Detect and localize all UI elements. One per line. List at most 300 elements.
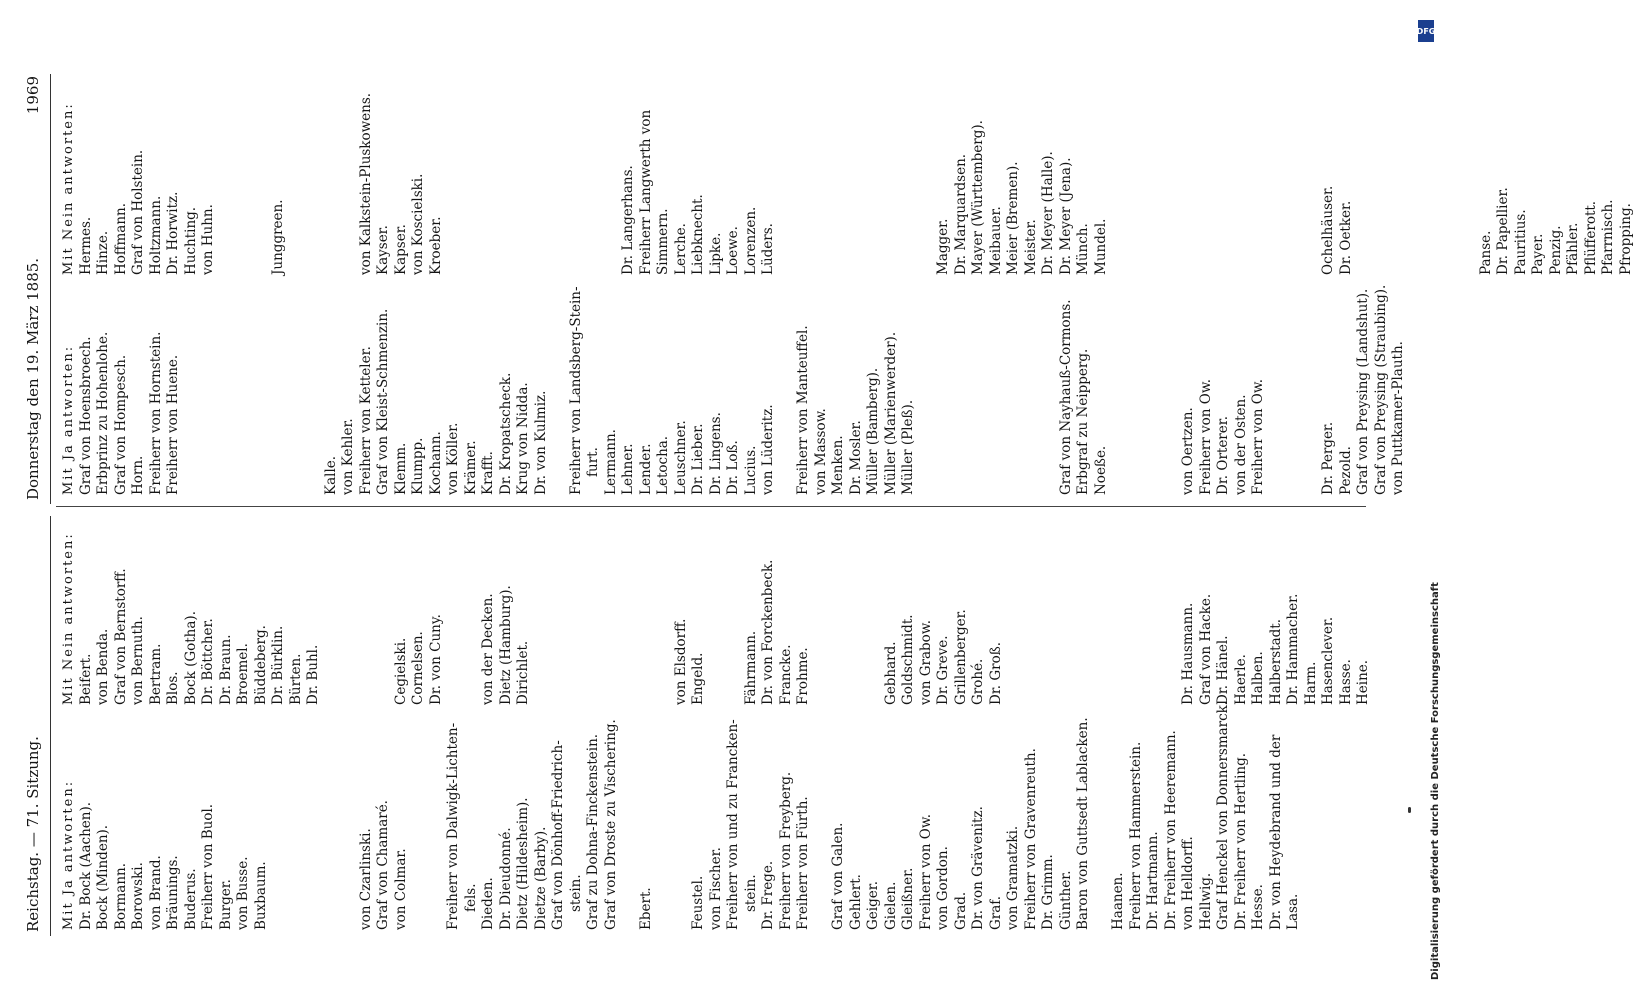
name-entry: [865, 532, 883, 705]
name-entry: von der Osten.: [1232, 394, 1249, 495]
header-middle: Donnerstag den 19. März 1885.: [24, 257, 42, 500]
name-entry: Mayer (Württemberg).: [970, 120, 986, 275]
page-header: [20, 70, 48, 940]
dfg-logo: DFG: [1418, 20, 1434, 42]
name-entry: Dirichlet.: [515, 640, 531, 705]
name-entry: Lipke.: [707, 232, 724, 275]
name-entry: Leuschner.: [672, 420, 689, 495]
name-entry: Dietz (Hildesheim).: [515, 797, 531, 930]
name-entry: von Helldorff.: [1180, 836, 1196, 930]
page-number: 1969: [24, 76, 42, 115]
name-entry: Dr. Perger.: [1320, 421, 1336, 495]
name-entry: Lender.: [637, 443, 654, 495]
name-entry: von Colmar.: [392, 848, 409, 930]
column-ja-2: [60, 285, 1408, 495]
name-entry: [305, 701, 323, 930]
name-entry: Dr. Böttcher.: [200, 618, 216, 705]
name-entry: Dr. Lieber.: [690, 423, 706, 495]
name-entry: [1058, 532, 1076, 705]
name-entry: Dr. Horwitz.: [165, 191, 181, 275]
name-entry: von Elsdorff.: [672, 618, 689, 705]
name-entry: Freiherr von Hammerstein.: [1127, 741, 1144, 930]
name-entry: [813, 93, 831, 275]
name-entry: Dr. Oetker.: [1337, 200, 1354, 275]
name-entry: [410, 701, 428, 930]
name-entry: [463, 93, 481, 275]
name-entry: [795, 93, 813, 275]
name-entry: [1145, 532, 1163, 705]
name-entry: Freiherr von Dalwigk-Lichten-: [445, 722, 461, 930]
name-entry: [1285, 285, 1303, 495]
name-entry: Dr. von Grävenitz.: [970, 806, 986, 930]
name-entry: Hellwig.: [1197, 872, 1214, 930]
column-heading: Mit Ja antworten:: [61, 344, 76, 495]
name-entry: [1373, 93, 1391, 275]
name-entry: [340, 93, 358, 275]
name-entry: Dr. Kropatscheck.: [497, 372, 514, 495]
name-entry: [725, 532, 743, 705]
name-entry: [1093, 701, 1111, 930]
header-rule-left: [50, 516, 51, 936]
name-entry: Heine.: [1355, 659, 1371, 705]
name-entry: [1250, 93, 1268, 275]
name-entry: furt.: [585, 447, 601, 477]
name-entry: von Kehler.: [340, 418, 356, 495]
name-entry: Dr. Hausmann.: [1180, 602, 1196, 705]
name-entry: stein.: [742, 874, 759, 912]
name-entry: [865, 93, 883, 275]
column-ja-1: [60, 701, 1303, 930]
name-entry: [200, 285, 218, 495]
name-entry: Lermann.: [602, 429, 619, 495]
name-entry: Dr. Frege.: [760, 860, 776, 930]
name-entry: Freiherr von Ow.: [1250, 378, 1266, 495]
name-entry: Huchting.: [182, 206, 199, 275]
name-entry: Büddeberg.: [252, 625, 269, 705]
name-entry: von Köller.: [445, 422, 461, 495]
name-entry: [498, 93, 516, 275]
name-entry: Dr. Hartmann.: [1145, 831, 1161, 930]
name-entry: Halberstadt.: [1267, 619, 1284, 705]
name-entry: von Benda.: [95, 628, 111, 705]
name-entry: [253, 93, 271, 275]
name-entry: von der Decken.: [480, 593, 496, 705]
name-entry: [813, 532, 831, 705]
name-entry: [603, 93, 621, 275]
name-entry: [1093, 532, 1111, 705]
name-entry: fels.: [462, 883, 479, 912]
name-entry: von Busse.: [235, 856, 251, 930]
name-entry: von Massow.: [812, 408, 829, 495]
name-entry: Freiherr von Freyberg.: [777, 771, 794, 930]
name-entry: [1163, 532, 1181, 705]
name-entry: [1215, 93, 1233, 275]
name-entry: [620, 701, 638, 930]
name-entry: Dr. Bock (Aachen).: [77, 801, 94, 930]
name-entry: Grohé.: [970, 658, 986, 705]
name-entry: [445, 532, 463, 705]
name-entry: Ochelhäuser.: [1320, 185, 1336, 275]
name-entry: Broemel.: [235, 643, 251, 705]
name-entry: [603, 532, 621, 705]
name-entry: Bock (Gotha).: [182, 611, 199, 705]
name-entry: Freiherr von Landsberg-Stein-: [567, 286, 584, 495]
name-entry: [533, 93, 551, 275]
name-entry: [1040, 285, 1058, 495]
side-credit-text: Digitalisierung gefördert durch die Deutsche Forschungsgemeinschaft: [1430, 582, 1441, 980]
name-entry: Pfarrnisch.: [1600, 199, 1616, 275]
name-entry: von Bernuth.: [130, 616, 146, 705]
name-entry: Dieden.: [480, 877, 496, 930]
name-entry: [1110, 93, 1128, 275]
name-entry: [1128, 532, 1146, 705]
name-entry: Hasse.: [1337, 659, 1354, 705]
name-entry: Bock (Minden).: [95, 824, 111, 930]
name-entry: Dr. Bürklin.: [270, 625, 286, 705]
name-entry: Krämer.: [462, 440, 479, 495]
name-entry: Grillenberger.: [952, 609, 969, 705]
name-entry: Penzig.: [1547, 225, 1564, 275]
name-entry: Panse.: [1477, 230, 1494, 275]
column-nein-1: [60, 532, 1373, 705]
name-entry: [323, 701, 341, 930]
name-entry: Münch.: [1075, 223, 1091, 275]
name-entry: Hinze.: [95, 230, 111, 275]
name-entry: [585, 93, 603, 275]
name-entry: Cegielski.: [392, 637, 409, 705]
name-entry: Cornelsen.: [410, 631, 426, 705]
name-entry: Freiherr Langwerth von: [637, 109, 654, 275]
name-entry: Buderus.: [182, 868, 199, 930]
name-entry: [218, 285, 236, 495]
name-entry: Blos.: [165, 671, 181, 705]
name-entry: Freiherr von Fürth.: [795, 796, 811, 930]
name-entry: [550, 532, 568, 705]
name-entry: Dr. Freiherr von Hertling.: [1232, 752, 1249, 930]
name-entry: Magger.: [935, 218, 951, 275]
name-entry: [323, 532, 341, 705]
name-entry: Freiherr von Manteuffel.: [795, 325, 811, 495]
name-entry: Kroeber.: [427, 216, 444, 275]
name-entry: Frohme.: [795, 647, 811, 705]
name-entry: Kapser.: [392, 224, 409, 275]
name-entry: [883, 93, 901, 275]
name-entry: [1163, 285, 1181, 495]
name-entry: Klumpp.: [410, 437, 426, 495]
name-entry: [1128, 93, 1146, 275]
name-entry: Hermes.: [77, 216, 94, 275]
name-entry: Graf Henckel von Donnersmarck.: [1215, 700, 1231, 930]
name-entry: Graf von Droste zu Vischering.: [602, 719, 619, 930]
name-entry: Graf von Hoensbroech.: [77, 336, 94, 495]
name-entry: Dr. Buhl.: [305, 644, 321, 705]
name-entry: Freiherr von Huene.: [165, 354, 181, 495]
name-entry: [1128, 285, 1146, 495]
name-entry: [323, 93, 341, 275]
name-entry: von Grabow.: [917, 619, 934, 705]
name-entry: [568, 532, 586, 705]
name-entry: Lucius.: [742, 445, 759, 495]
name-entry: [515, 93, 533, 275]
name-entry: Freiherr von Buol.: [200, 803, 216, 930]
side-credit: [1416, 20, 1441, 980]
name-entry: [533, 532, 551, 705]
name-entry: Krug von Nidda.: [515, 382, 531, 495]
name-entry: [1110, 532, 1128, 705]
name-entry: [1460, 93, 1478, 275]
name-entry: [585, 532, 603, 705]
name-entry: Graf von Hacke.: [1197, 593, 1214, 705]
name-entry: [568, 93, 586, 275]
name-entry: von Gordon.: [935, 846, 951, 930]
name-entry: Letocha.: [655, 435, 671, 495]
name-entry: Bürten.: [287, 653, 304, 705]
name-entry: Freiherr von Gravenreuth.: [1022, 748, 1039, 930]
name-entry: Payer.: [1530, 233, 1546, 275]
name-entry: [620, 532, 638, 705]
name-entry: Goldschmidt.: [900, 614, 916, 705]
name-entry: Lerche.: [672, 223, 689, 275]
name-entry: Müller (Bamberg).: [865, 367, 881, 495]
name-entry: [778, 93, 796, 275]
name-entry: [480, 93, 498, 275]
name-entry: Freiherr von und zu Francken-: [725, 719, 741, 930]
name-entry: [708, 532, 726, 705]
name-entry: Dr. Lingens.: [707, 412, 724, 495]
name-entry: [848, 93, 866, 275]
name-entry: [1268, 93, 1286, 275]
name-entry: [1145, 285, 1163, 495]
name-entry: Dietz (Hamburg).: [497, 585, 514, 705]
name-entry: von Fischer.: [707, 847, 724, 930]
name-entry: [830, 532, 848, 705]
name-entry: [235, 285, 253, 495]
name-entry: [270, 285, 288, 495]
name-entry: Grad.: [952, 891, 969, 930]
name-entry: [900, 93, 918, 275]
name-entry: Junggreen.: [270, 199, 286, 275]
name-entry: [953, 285, 971, 495]
name-entry: Graf von Bernstorff.: [112, 568, 129, 705]
name-entry: Dr. von Heydebrand und der: [1267, 734, 1284, 930]
name-entry: [935, 285, 953, 495]
name-entry: Dr. von Cuny.: [427, 614, 444, 705]
name-entry: [918, 93, 936, 275]
name-entry: Graf von Dönhoff-Friedrich-: [550, 740, 566, 930]
name-entry: [253, 285, 271, 495]
name-entry: Kalle.: [322, 455, 339, 495]
name-entry: Borowski.: [130, 862, 146, 930]
name-entry: [288, 93, 306, 275]
name-entry: [1303, 285, 1321, 495]
name-entry: Dr. Freiherr von Heeremann.: [1162, 730, 1179, 930]
name-entry: Meier (Bremen).: [1005, 161, 1021, 275]
name-entry: Krafft.: [480, 451, 496, 495]
name-entry: Gielen.: [882, 881, 899, 930]
name-entry: Pezold.: [1337, 446, 1354, 495]
name-entry: Dr. Braun.: [217, 634, 234, 705]
name-entry: von Lüderitz.: [760, 404, 776, 495]
name-entry: Menken.: [830, 435, 846, 495]
name-entry: Halben.: [1250, 651, 1266, 705]
name-entry: Freiherr von Hornstein.: [147, 331, 164, 495]
name-entry: Dr. von Forckenbeck.: [760, 559, 776, 705]
name-entry: Lehner.: [620, 443, 636, 495]
name-entry: Erbprinz zu Hohenlohe.: [95, 331, 111, 495]
name-entry: Feustel.: [690, 875, 706, 930]
name-entry: [463, 532, 481, 705]
name-entry: [1390, 93, 1408, 275]
name-entry: Horn.: [130, 455, 146, 495]
name-entry: [1233, 93, 1251, 275]
name-entry: Graf von Nayhauß-Cormons.: [1057, 299, 1074, 495]
name-entry: [1005, 532, 1023, 705]
name-entry: Ebert.: [637, 887, 654, 930]
name-entry: Lasa.: [1285, 893, 1301, 930]
name-entry: [288, 285, 306, 495]
name-entry: Dr. Langerhans.: [620, 165, 636, 275]
name-entry: [550, 285, 568, 495]
name-entry: [1023, 285, 1041, 495]
name-entry: [1180, 93, 1198, 275]
name-entry: Dr. Marquardsen.: [952, 153, 969, 275]
name-entry: [340, 532, 358, 705]
name-entry: Gleißner.: [900, 867, 916, 930]
name-entry: [305, 285, 323, 495]
name-entry: Graf zu Dohna-Finckenstein.: [585, 733, 601, 930]
name-entry: Dr. Loß.: [725, 440, 741, 495]
name-entry: [1443, 93, 1461, 275]
header-left: Reichstag. — 71. Sitzung.: [24, 736, 42, 932]
name-entry: Pfropping.: [1617, 203, 1634, 275]
name-entry: [218, 93, 236, 275]
name-entry: [1110, 285, 1128, 495]
name-entry: Kochann.: [427, 431, 444, 495]
name-entry: Dietze (Barby).: [532, 826, 549, 930]
name-entry: Dr. Meyer (Halle).: [1040, 151, 1056, 275]
name-entry: Baron von Guttsedt Lablacken.: [1075, 717, 1091, 930]
header-rule-right: [50, 74, 51, 504]
name-entry: [673, 701, 691, 930]
name-entry: Freiherr von Ow.: [917, 813, 934, 930]
name-entry: von Huhn.: [200, 204, 216, 275]
name-entry: [1198, 93, 1216, 275]
name-entry: [550, 93, 568, 275]
name-entry: Gehlert.: [847, 874, 864, 930]
name-entry: Graf von Holstein.: [130, 149, 146, 275]
name-entry: [340, 701, 358, 930]
name-entry: [638, 532, 656, 705]
name-entry: Hesse.: [1250, 884, 1266, 930]
name-entry: Pflüfferott.: [1582, 200, 1599, 275]
name-entry: Hoffmann.: [112, 202, 129, 275]
name-entry: Dr. Greve.: [935, 635, 951, 705]
name-entry: [183, 285, 201, 495]
margin-mark: [1408, 807, 1411, 813]
name-entry: Dr. Papellier.: [1495, 187, 1511, 275]
name-entry: [305, 93, 323, 275]
name-entry: Noeße.: [1092, 445, 1109, 495]
name-entry: Dr. Hänel.: [1215, 635, 1231, 705]
name-entry: [848, 532, 866, 705]
name-entry: Burger.: [217, 879, 234, 930]
name-entry: [988, 285, 1006, 495]
name-entry: [375, 532, 393, 705]
name-entry: Loewe.: [725, 226, 741, 275]
name-entry: Haerle.: [1232, 654, 1249, 705]
name-entry: Müller (Pleß).: [900, 399, 916, 495]
name-entry: Dr. Grimm.: [1040, 854, 1056, 930]
name-entry: Graf von Kleist-Schmenzin.: [375, 308, 391, 495]
name-entry: Dr. von Kulmiz.: [532, 390, 549, 495]
name-entry: Klemm.: [392, 442, 409, 495]
name-entry: von Puttkamer-Plauth.: [1390, 341, 1406, 495]
name-entry: Graf von Preysing (Straubing).: [1372, 284, 1389, 495]
name-entry: [1005, 285, 1023, 495]
name-entry: Graf von Preysing (Landshut).: [1355, 288, 1371, 495]
name-entry: [1145, 93, 1163, 275]
name-entry: [1075, 532, 1093, 705]
name-entry: Lüders.: [760, 223, 776, 275]
name-entry: Dr. Groß.: [987, 641, 1004, 705]
name-entry: von Czarlinski.: [357, 828, 374, 930]
name-entry: [813, 701, 831, 930]
name-entry: von Oertzen.: [1180, 407, 1196, 495]
name-entry: [1163, 93, 1181, 275]
column-heading: Mit Nein antworten:: [61, 102, 76, 275]
name-entry: Francke.: [777, 644, 794, 705]
name-entry: von Brand.: [147, 855, 164, 930]
name-entry: [1355, 93, 1373, 275]
name-entry: Dr. Mosler.: [847, 420, 864, 495]
name-entry: Freiherr von Ketteler.: [357, 346, 374, 495]
name-entry: [288, 701, 306, 930]
name-entry: [235, 93, 253, 275]
name-entry: Bormann.: [112, 862, 129, 930]
name-entry: Buxbaum.: [252, 861, 269, 930]
name-entry: Simmern.: [655, 208, 671, 275]
name-entry: Fährmann.: [742, 630, 759, 705]
name-entry: [1040, 532, 1058, 705]
name-entry: Harm.: [1302, 661, 1319, 705]
name-entry: Günther.: [1057, 870, 1074, 930]
name-entry: Dr. Orterer.: [1215, 415, 1231, 495]
name-entry: [778, 285, 796, 495]
name-entry: Gebhard.: [882, 641, 899, 705]
name-entry: [830, 93, 848, 275]
name-entry: [1303, 93, 1321, 275]
name-entry: Liebknecht.: [690, 194, 706, 275]
name-entry: Graf von Galen.: [830, 822, 846, 930]
name-entry: [270, 701, 288, 930]
name-entry: Mundel.: [1092, 218, 1109, 275]
name-entry: [445, 93, 463, 275]
name-entry: von Kalkstein-Pluskowens.: [357, 92, 374, 275]
name-entry: Beifert.: [77, 653, 94, 705]
name-entry: [655, 532, 673, 705]
name-entry: Pauritius.: [1512, 209, 1529, 275]
name-entry: [1285, 93, 1303, 275]
name-entry: [918, 285, 936, 495]
name-entry: Dr. Dieudonné.: [497, 827, 514, 930]
name-entry: stein.: [567, 874, 584, 912]
name-entry: Holtzmann.: [147, 195, 164, 275]
name-entry: Bertram.: [147, 643, 164, 705]
name-entry: Lorenzen.: [742, 206, 759, 275]
name-entry: Meister.: [1022, 219, 1039, 275]
name-entry: Graf von Hompesch.: [112, 354, 129, 495]
name-entry: Kayser.: [375, 225, 391, 275]
